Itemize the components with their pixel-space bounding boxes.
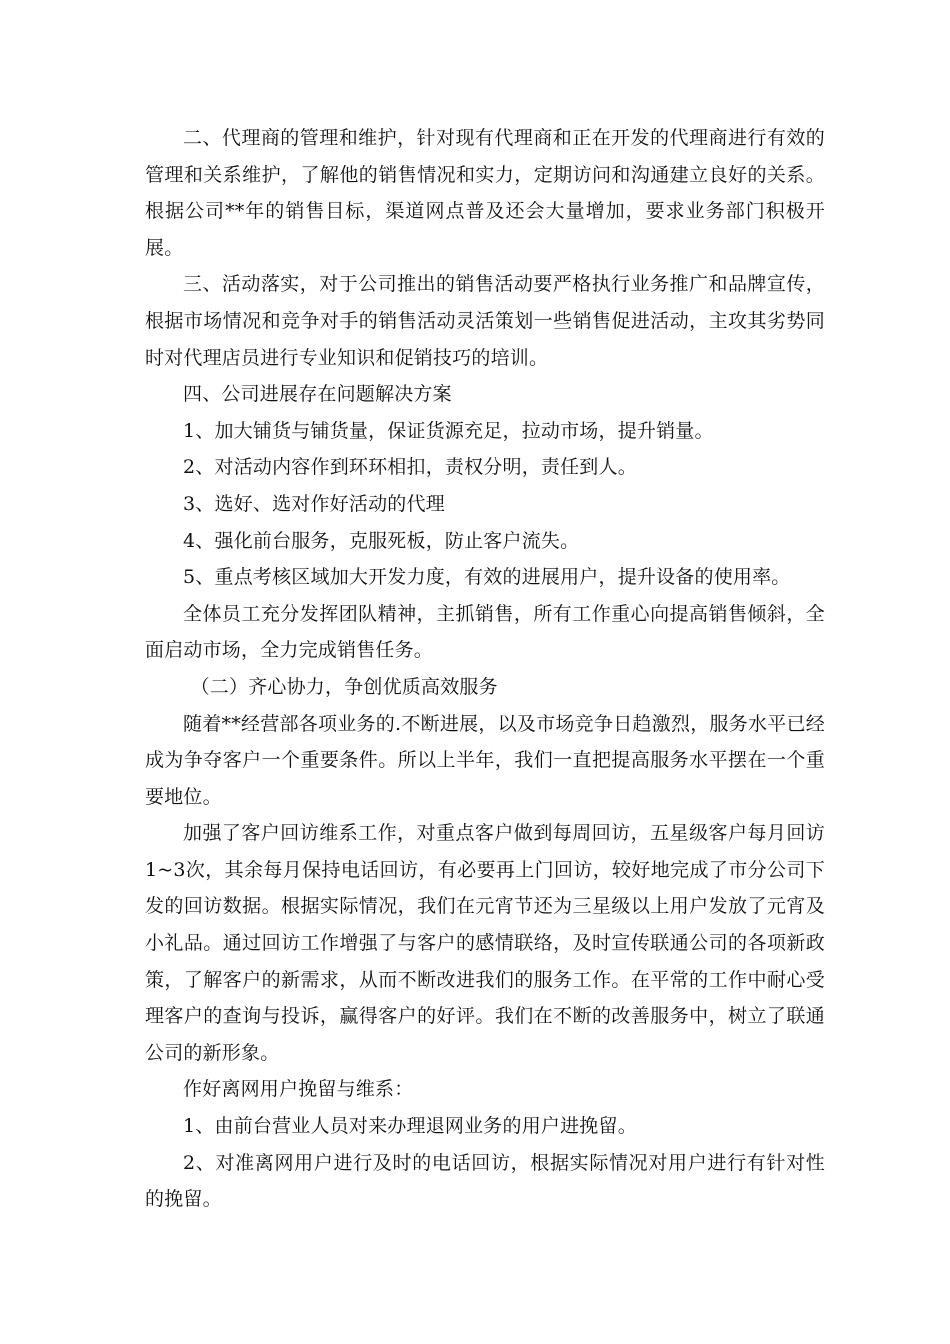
section-heading-service: （二）齐心协力，争创优质高效服务 — [190, 675, 498, 698]
paragraph-team-spirit: 全体员工充分发挥团队精神，主抓销售，所有工作重心向提高销售倾斜，全面启动市场，全力完成销售任务。 — [145, 602, 825, 662]
list-item-solution-3: 3、选好、选对作好活动的代理 — [183, 492, 445, 515]
list-item-retention-2: 2、对准离网用户进行及时的电话回访，根据实际情况对用户进行有针对性的挽留。 — [145, 1151, 825, 1211]
list-item-solution-4: 4、强化前台服务，克服死板，防止客户流失。 — [183, 529, 580, 552]
paragraph-solutions-heading: 四、公司进展存在问题解决方案 — [183, 383, 452, 406]
list-item-solution-1: 1、加大铺货与铺货量，保证货源充足，拉动市场，提升销量。 — [183, 419, 714, 442]
paragraph-retention-heading: 作好离网用户挽留与维系： — [183, 1078, 414, 1101]
paragraph-agent-management: 二、代理商的管理和维护，针对现有代理商和正在开发的代理商进行有效的管理和关系维护，了解他的销售情况和实力，定期访问和沟通建立良好的关系。根据公司**年的销售目标，渠道网点普及还会大量增加，要求业务部门积极开展。 — [145, 127, 825, 259]
paragraph-activity-implementation: 三、活动落实，对于公司推出的销售活动要严格执行业务推广和品牌宣传，根据市场情况和竞争对手的销售活动灵活策划一些销售促进活动，主攻其劣势同时对代理店员进行专业知识和促销技巧的培训。 — [145, 273, 825, 369]
paragraph-customer-visits: 加强了客户回访维系工作，对重点客户做到每周回访，五星级客户每月回访1~3次，其余每月保持电话回访，有必要再上门回访，较好地完成了市分公司下发的回访数据。根据实际情况，我们在元宵节还为三星级以上用户发放了元宵及小礼品。通过回访工作增强了与客户的感情联络，及时宣传联通公司的各项新政策，了解客户的新需求，从而不断改进我们的服务工作。在平常的工作中耐心受理客户的查询与投诉，赢得客户的好评。我们在不断的改善服务中，树立了联通公司的新形象。 — [145, 822, 825, 1064]
document-body — [145, 120, 825, 1218]
list-item-solution-5: 5、重点考核区域加大开发力度，有效的进展用户，提升设备的使用率。 — [183, 566, 791, 589]
list-item-solution-2: 2、对活动内容作到环环相扣，责权分明，责任到人。 — [183, 456, 637, 479]
list-item-retention-1: 1、由前台营业人员对来办理退网业务的用户进挽留。 — [183, 1115, 637, 1138]
paragraph-service-level: 随着**经营部各项业务的.不断进展，以及市场竞争日趋激烈，服务水平已经成为争夺客户一个重要条件。所以上半年，我们一直把提高服务水平摆在一个重要地位。 — [145, 712, 825, 808]
